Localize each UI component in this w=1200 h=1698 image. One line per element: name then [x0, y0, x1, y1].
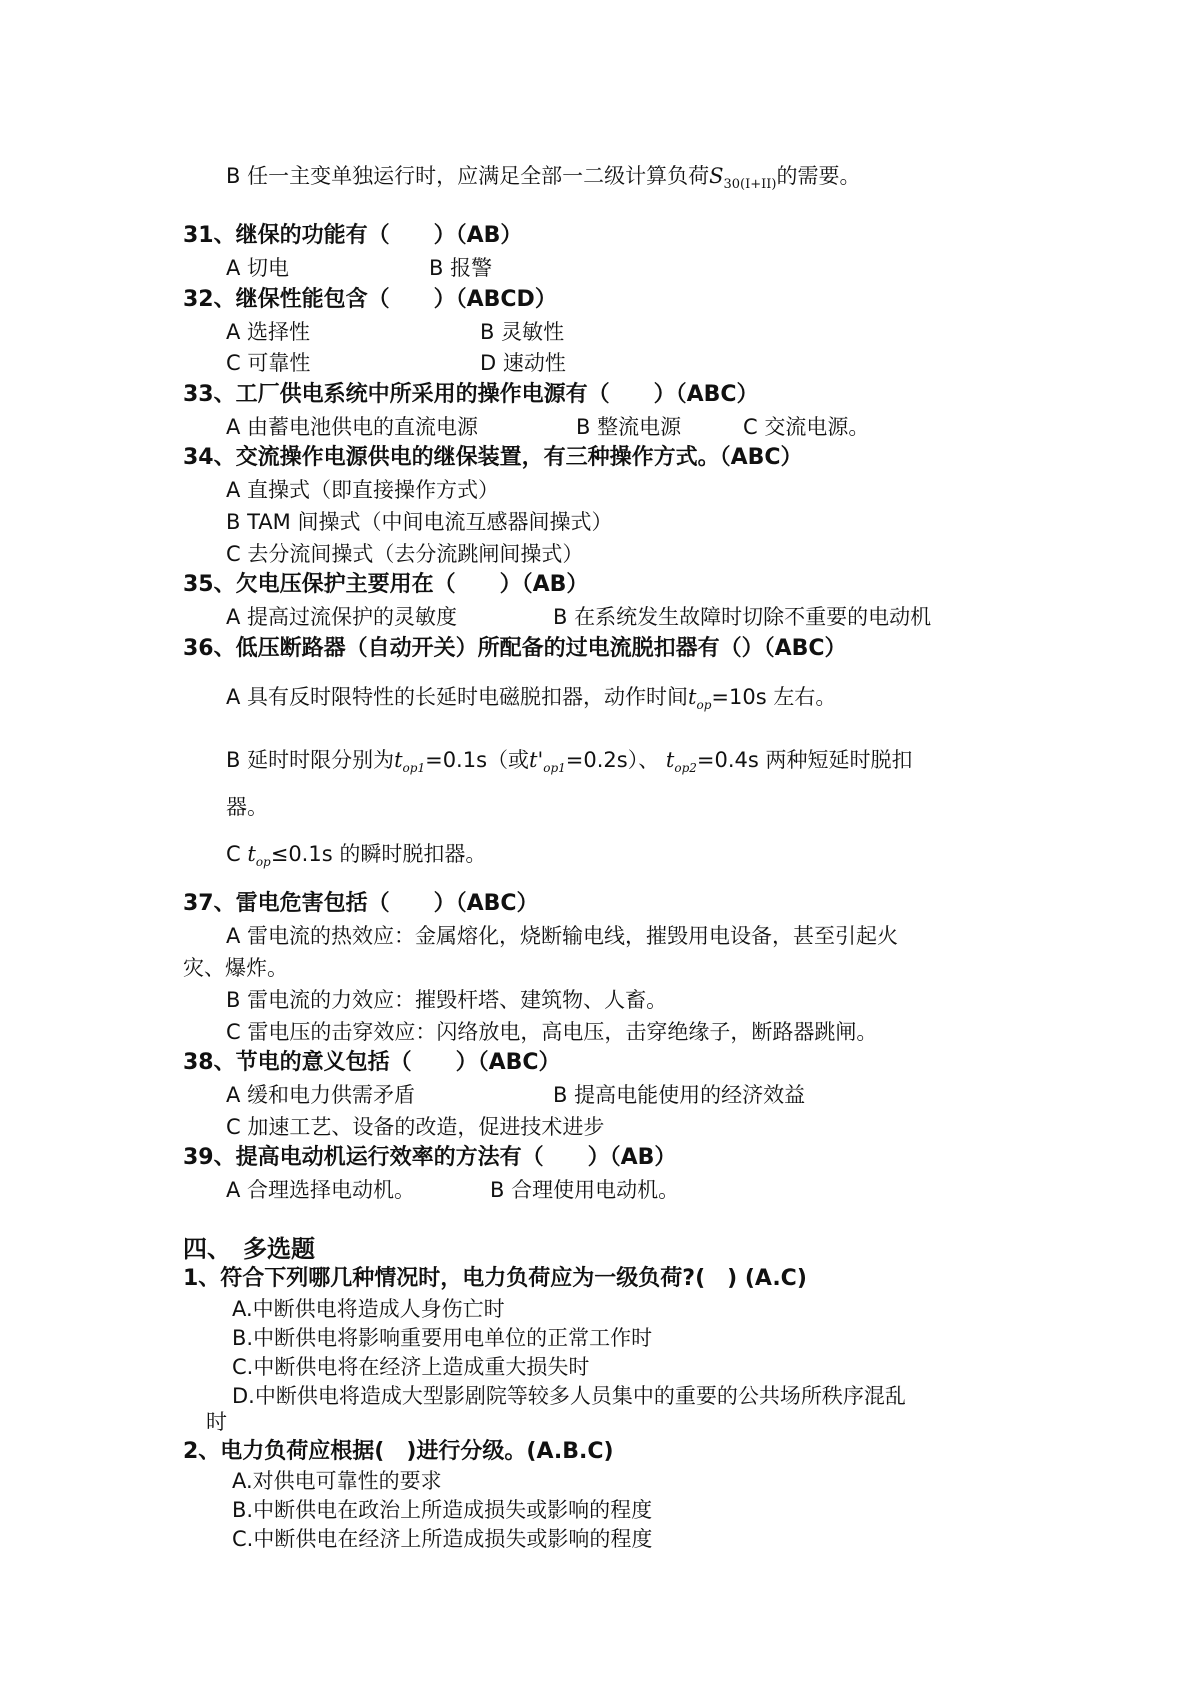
question-31-title: 31、继保的功能有（ ）（AB）	[183, 223, 523, 248]
m2-option-a: A.对供电可靠性的要求	[232, 1469, 442, 1493]
question-33-title: 33、工厂供电系统中所采用的操作电源有（ ）（ABC）	[183, 382, 759, 407]
m2-option-c: C.中断供电在经济上所造成损失或影响的程度	[232, 1527, 653, 1551]
q37-option-c: C 雷电压的击穿效应：闪络放电，高电压，击穿绝缘子，断路器跳闸。	[226, 1020, 878, 1044]
m1-option-d: D.中断供电将造成大型影剧院等较多人员集中的重要的公共场所秩序混乱	[232, 1384, 906, 1408]
m2-option-b: B.中断供电在政治上所造成损失或影响的程度	[232, 1498, 653, 1522]
question-38-title: 38、节电的意义包括（ ）（ABC）	[183, 1050, 561, 1075]
question-36-title: 36、低压断路器（自动开关）所配备的过电流脱扣器有（）（ABC）	[183, 636, 847, 661]
intro-text-after: 的需要。	[776, 164, 861, 188]
q36-b-math-3: $t_{op2}$	[665, 748, 697, 776]
q31-option-b: B 报警	[429, 256, 493, 280]
q37-option-a-wrap: 灾、爆炸。	[183, 956, 288, 980]
q36-b-math-2: $t'_{op1}$	[529, 748, 566, 776]
m1-option-d-wrap: 时	[206, 1410, 227, 1434]
q32-option-d: D 速动性	[480, 351, 566, 375]
m1-option-c: C.中断供电将在经济上造成重大损失时	[232, 1355, 590, 1379]
q34-option-b: B TAM 间操式（中间电流互感器间操式）	[226, 510, 613, 534]
q36-option-a: A 具有反时限特性的长延时电磁脱扣器，动作时间$t_{op}=10s$ 左右。	[226, 685, 837, 713]
q39-option-a: A 合理选择电动机。	[226, 1178, 416, 1202]
q38-option-b: B 提高电能使用的经济效益	[553, 1083, 806, 1107]
section-heading: 四、 多选题	[183, 1235, 315, 1263]
q37-option-a: A 雷电流的热效应：金属熔化，烧断输电线，摧毁用电设备，甚至引起火	[226, 924, 899, 948]
q34-option-a: A 直操式（即直接操作方式）	[226, 478, 500, 502]
q36-c-math: $t_{op}$	[247, 842, 271, 870]
q36-a-math: $t_{op}$	[688, 685, 712, 713]
question-34-title: 34、交流操作电源供电的继保装置，有三种操作方式。（ABC）	[183, 445, 803, 470]
q39-option-b: B 合理使用电动机。	[490, 1178, 680, 1202]
q32-option-b: B 灵敏性	[480, 320, 565, 344]
q37-option-b: B 雷电流的力效应：摧毁杆塔、建筑物、人畜。	[226, 988, 668, 1012]
intro-line	[226, 162, 860, 199]
q36-option-b-wrap: 器。	[226, 795, 268, 819]
m1-option-b: B.中断供电将影响重要用电单位的正常工作时	[232, 1326, 653, 1350]
intro-math: $S_{30(I+II)}$	[709, 164, 777, 192]
mc-question-2-title: 2、电力负荷应根据( )进行分级。(A.B.C)	[183, 1439, 614, 1464]
q36-b-math-1: $t_{op1}$	[394, 748, 426, 776]
q31-option-a: A 切电	[226, 256, 290, 280]
q33-option-a: A 由蓄电池供电的直流电源	[226, 415, 479, 439]
question-32-title: 32、继保性能包含（ ）（ABCD）	[183, 287, 557, 312]
q33-option-c: C 交流电源。	[743, 415, 870, 439]
question-37-title: 37、雷电危害包括（ ）（ABC）	[183, 891, 539, 916]
question-39-title: 39、提高电动机运行效率的方法有（ ）（AB）	[183, 1145, 677, 1170]
q32-option-c: C 可靠性	[226, 351, 311, 375]
q38-option-c: C 加速工艺、设备的改造，促进技术进步	[226, 1115, 605, 1139]
q35-option-b: B 在系统发生故障时切除不重要的电动机	[553, 605, 932, 629]
q34-option-c: C 去分流间操式（去分流跳闸间操式）	[226, 542, 584, 566]
q36-option-b: B 延时时限分别为$t_{op1}=0.1s$（或$t'_{op1}=0.2s$）、 $t_{op2}=0.4s$ 两种短延时脱扣	[226, 748, 913, 776]
intro-text: B 任一主变单独运行时，应满足全部一二级计算负荷	[226, 164, 710, 188]
q35-option-a: A 提高过流保护的灵敏度	[226, 605, 458, 629]
mc-question-1-title: 1、符合下列哪几种情况时，电力负荷应为一级负荷?( ) (A.C)	[183, 1266, 807, 1291]
q32-option-a: A 选择性	[226, 320, 311, 344]
q36-option-c: C $t_{op}\le 0.1s$ 的瞬时脱扣器。	[226, 842, 487, 870]
m1-option-a: A.中断供电将造成人身伤亡时	[232, 1297, 505, 1321]
q33-option-b: B 整流电源	[576, 415, 682, 439]
question-35-title: 35、欠电压保护主要用在（ ）（AB）	[183, 572, 589, 597]
q38-option-a: A 缓和电力供需矛盾	[226, 1083, 416, 1107]
